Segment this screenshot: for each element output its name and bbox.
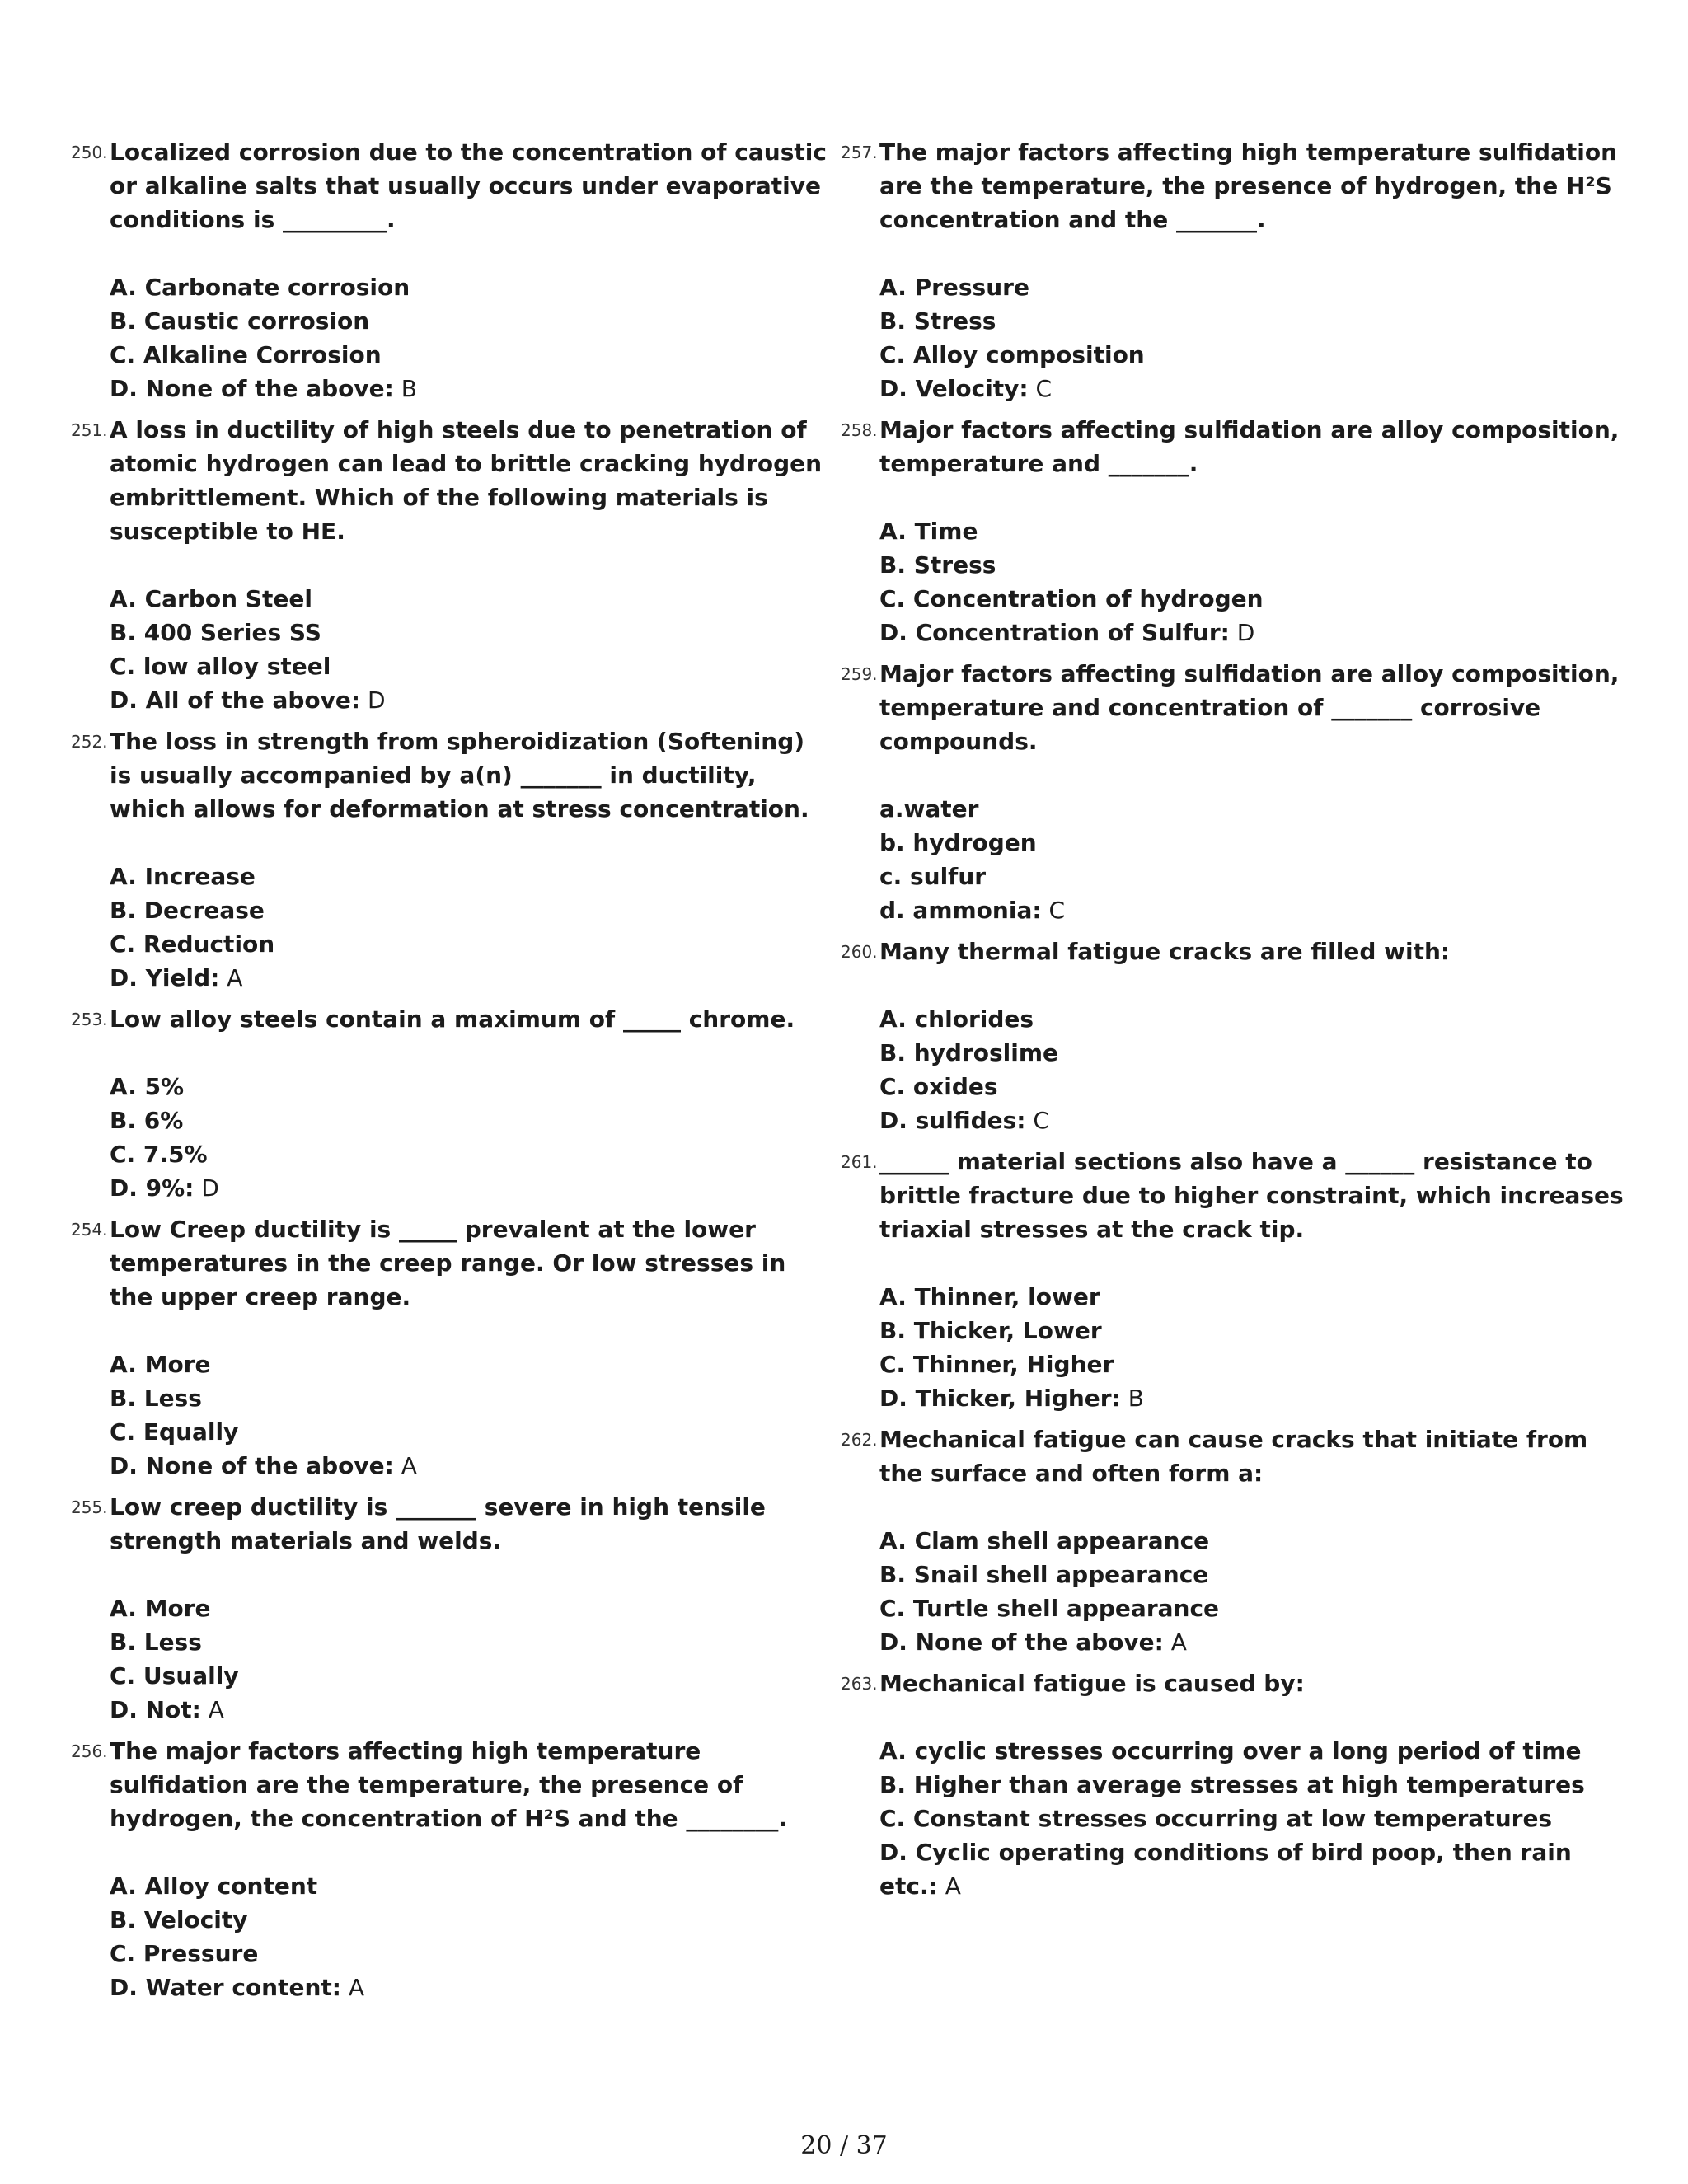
option-b: B. Velocity: [110, 1906, 248, 1933]
option-b: B. Less: [110, 1385, 202, 1412]
option-d: [879, 1381, 1632, 1415]
option-list: [879, 270, 1632, 405]
option-c: C. Alloy composition: [879, 341, 1145, 368]
question-number: 262.: [841, 1430, 878, 1450]
option-c: C. Usually: [110, 1662, 239, 1690]
option-a: A. Carbonate corrosion: [110, 274, 410, 301]
question-stem: Low creep ductility is _______ severe in high tensile strength materials and welds.: [110, 1493, 766, 1554]
option-d: [879, 1835, 1632, 1903]
question-stem: Low alloy steels contain a maximum of _____ chrome.: [110, 1005, 795, 1033]
answer-key: B: [393, 375, 417, 402]
question-number: 261.: [841, 1152, 878, 1172]
option-d: [110, 1449, 829, 1483]
answer-key: C: [1041, 897, 1065, 924]
option-list: [879, 1524, 1632, 1659]
question-number: 251.: [71, 420, 108, 440]
answer-key: A: [393, 1452, 417, 1479]
option-a: A. Pressure: [879, 274, 1029, 301]
option-d: [110, 1971, 829, 2004]
option-list: [110, 270, 829, 405]
option-c: c. sulfur: [879, 863, 987, 890]
question-stem: Major factors affecting sulfidation are alloy composition, temperature and _______.: [879, 416, 1620, 477]
right-column: [841, 135, 1632, 1910]
option-a: A. More: [110, 1351, 211, 1378]
option-c: C. Reduction: [110, 930, 275, 958]
question-number: 258.: [841, 420, 878, 440]
option-list: [110, 1869, 829, 2004]
answer-key: B: [1120, 1385, 1144, 1412]
option-a: A. 5%: [110, 1073, 185, 1100]
page-number: 20 / 37: [800, 2131, 888, 2160]
option-list: [879, 514, 1632, 649]
option-b: B. Decrease: [110, 897, 265, 924]
option-c: C. Thinner, Higher: [879, 1351, 1114, 1378]
option-list: [879, 1734, 1632, 1903]
option-c: C. Concentration of hydrogen: [879, 585, 1264, 612]
answer-key: A: [341, 1974, 365, 2001]
option-c: C. Pressure: [110, 1940, 259, 1967]
option-a: A. Increase: [110, 863, 256, 890]
answer-key: C: [1028, 375, 1053, 402]
question-261: [841, 1145, 1632, 1415]
answer-key: D: [1229, 619, 1255, 646]
option-b: B. 400 Series SS: [110, 619, 321, 646]
question-263: [841, 1666, 1632, 1903]
question-number: 252.: [71, 732, 108, 752]
question-stem: Many thermal fatigue cracks are filled with:: [879, 938, 1451, 965]
answer-key: D: [194, 1174, 219, 1202]
option-b: B. Stress: [879, 307, 996, 335]
question-stem: A loss in ductility of high steels due to penetration of atomic hydrogen can lead to brittle cracking hydrogen embrittlement. Which of the following materials is susceptible to HE.: [110, 416, 823, 545]
option-d: [110, 1171, 829, 1205]
answer-key: D: [360, 687, 386, 714]
option-d: [879, 1104, 1632, 1137]
question-number: 256.: [71, 1741, 108, 1761]
option-list: [110, 1070, 829, 1205]
question-number: 257.: [841, 143, 878, 162]
option-list: [110, 1347, 829, 1483]
answer-key: A: [937, 1872, 961, 1900]
option-d-label: D. Yield:: [110, 964, 220, 991]
option-d: [110, 1693, 829, 1727]
option-b: B. Caustic corrosion: [110, 307, 370, 335]
question-number: 259.: [841, 664, 878, 684]
option-d-label: D. None of the above:: [110, 375, 394, 402]
question-253: [71, 1002, 829, 1205]
option-b: B. Stress: [879, 551, 996, 579]
option-c: C. low alloy steel: [110, 653, 331, 680]
answer-key: C: [1025, 1107, 1049, 1134]
answer-key: A: [200, 1696, 224, 1723]
option-a: A. Thinner, lower: [879, 1283, 1100, 1310]
option-d-label: D. Thicker, Higher:: [879, 1385, 1121, 1412]
question-stem: Localized corrosion due to the concentration of caustic or alkaline salts that usually occurs under evaporative conditions is _________.: [110, 138, 827, 233]
option-a: A. cyclic stresses occurring over a long period of time: [879, 1737, 1582, 1765]
question-stem: Major factors affecting sulfidation are alloy composition, temperature and concentration of _______ corrosive compounds.: [879, 660, 1620, 755]
option-a: A. More: [110, 1595, 211, 1622]
option-b: B. Thicker, Lower: [879, 1317, 1102, 1344]
option-a: A. Carbon Steel: [110, 585, 312, 612]
option-c: C. 7.5%: [110, 1141, 208, 1168]
option-b: B. hydroslime: [879, 1039, 1059, 1066]
option-b: B. 6%: [110, 1107, 184, 1134]
option-d: [879, 616, 1632, 649]
option-a: A. Alloy content: [110, 1872, 318, 1900]
option-c: C. oxides: [879, 1073, 998, 1100]
option-c: C. Turtle shell appearance: [879, 1595, 1220, 1622]
option-d-label: D. Cyclic operating conditions of bird poop, then rain etc.:: [879, 1839, 1572, 1900]
option-d-label: D. Not:: [110, 1696, 201, 1723]
option-d-label: D. Concentration of Sulfur:: [879, 619, 1230, 646]
option-d-label: D. None of the above:: [110, 1452, 394, 1479]
option-d-label: D. All of the above:: [110, 687, 361, 714]
option-c: C. Equally: [110, 1418, 239, 1446]
question-number: 254.: [71, 1220, 108, 1240]
question-stem: Mechanical fatigue can cause cracks that initiate from the surface and often form a:: [879, 1426, 1588, 1487]
option-b: b. hydrogen: [879, 829, 1037, 856]
option-d: [879, 372, 1632, 405]
answer-key: A: [219, 964, 243, 991]
option-d: [879, 1625, 1632, 1659]
option-d: [110, 683, 829, 717]
option-d: [110, 961, 829, 995]
option-list: [110, 582, 829, 717]
question-254: [71, 1212, 829, 1483]
option-d: [879, 893, 1632, 927]
option-b: B. Less: [110, 1629, 202, 1656]
question-stem: The loss in strength from spheroidization (Softening) is usually accompanied by a(n) _______ in ductility, which allows for deformation at stress concentration.: [110, 728, 809, 823]
option-list: [110, 1591, 829, 1727]
option-d-label: d. ammonia:: [879, 897, 1042, 924]
question-number: 255.: [71, 1497, 108, 1517]
option-a: A. chlorides: [879, 1005, 1034, 1033]
option-b: B. Higher than average stresses at high temperatures: [879, 1771, 1585, 1798]
option-d: [110, 372, 829, 405]
question-251: [71, 413, 829, 717]
option-d-label: D. None of the above:: [879, 1629, 1164, 1656]
option-list: [879, 1280, 1632, 1415]
question-stem: Low Creep ductility is _____ prevalent at the lower temperatures in the creep range. Or low stresses in the upper creep range.: [110, 1216, 786, 1310]
question-number: 253.: [71, 1010, 108, 1029]
option-d-label: D. 9%:: [110, 1174, 195, 1202]
option-a: A. Time: [879, 518, 978, 545]
question-number: 250.: [71, 143, 108, 162]
question-250: [71, 135, 829, 405]
option-d-label: D. Velocity:: [879, 375, 1029, 402]
option-d-label: D. Water content:: [110, 1974, 341, 2001]
question-stem: The major factors affecting high temperature sulfidation are the temperature, the presence of hydrogen, the H²S concentration and the _______.: [879, 138, 1618, 233]
option-d-label: D. sulfides:: [879, 1107, 1026, 1134]
question-258: [841, 413, 1632, 649]
answer-key: A: [1163, 1629, 1187, 1656]
question-number: 260.: [841, 942, 878, 962]
question-stem: Mechanical fatigue is caused by:: [879, 1670, 1305, 1697]
question-255: [71, 1490, 829, 1727]
left-column: [71, 135, 829, 2012]
option-list: [879, 792, 1632, 927]
question-number: 263.: [841, 1674, 878, 1694]
option-c: C. Alkaline Corrosion: [110, 341, 382, 368]
question-262: [841, 1422, 1632, 1659]
option-b: B. Snail shell appearance: [879, 1561, 1209, 1588]
option-a: A. Clam shell appearance: [879, 1527, 1210, 1554]
option-list: [110, 860, 829, 995]
question-252: [71, 724, 829, 995]
option-a: a.water: [879, 795, 979, 823]
question-stem: ______ material sections also have a ______ resistance to brittle fracture due to higher constraint, which increases triaxial stresses at the crack tip.: [879, 1148, 1624, 1243]
question-stem: The major factors affecting high temperature sulfidation are the temperature, the presence of hydrogen, the concentration of H²S and the ________.: [110, 1737, 788, 1832]
question-257: [841, 135, 1632, 405]
question-260: [841, 935, 1632, 1137]
option-c: C. Constant stresses occurring at low temperatures: [879, 1805, 1553, 1832]
question-256: [71, 1734, 829, 2004]
option-list: [879, 1002, 1632, 1137]
question-259: [841, 657, 1632, 927]
